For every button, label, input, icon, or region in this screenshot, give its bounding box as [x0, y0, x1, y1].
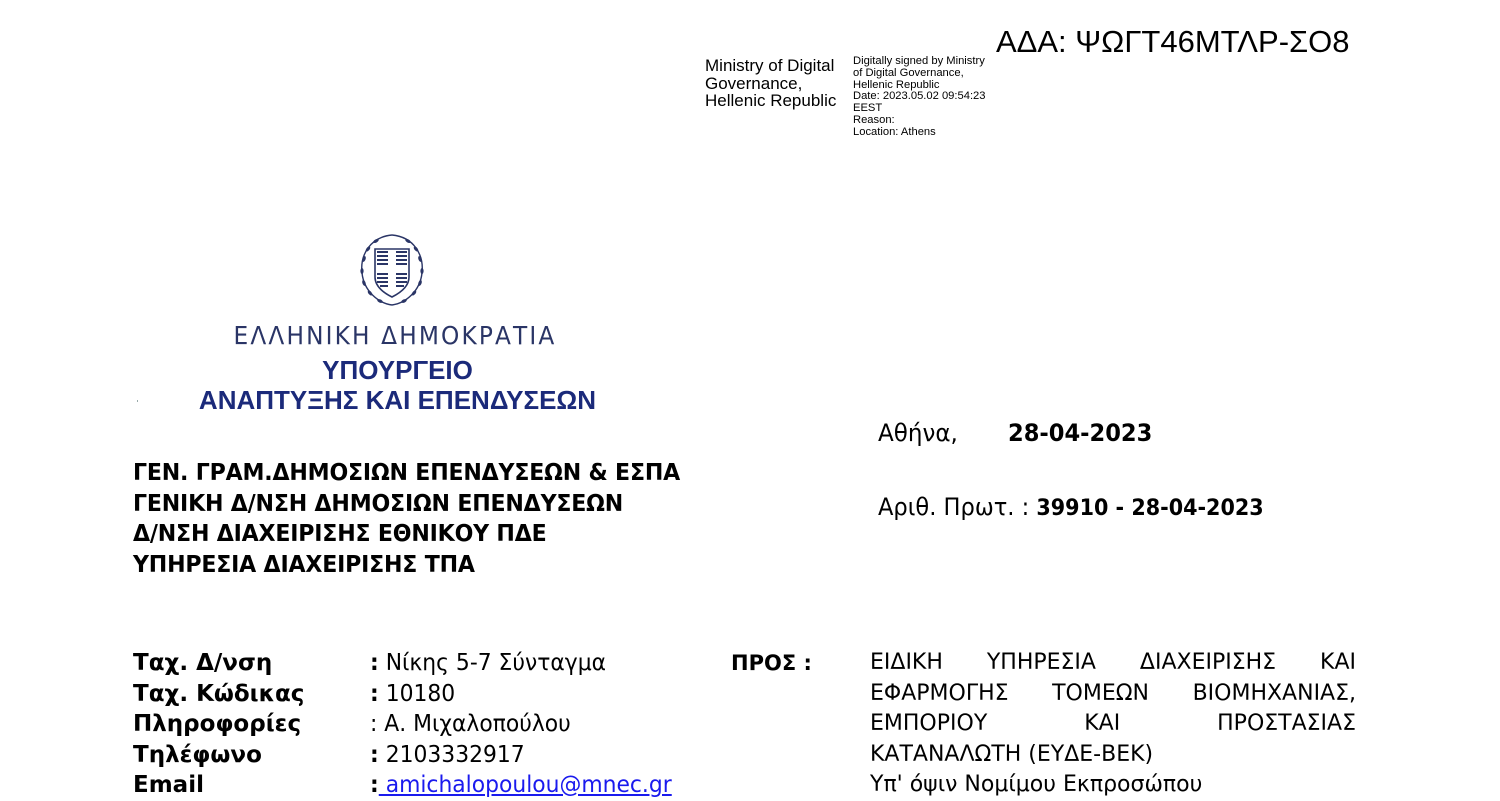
contact-value-wrap [370, 679, 455, 710]
recipient-word: ΠΡΟΣΤΑΣΙΑΣ [1217, 711, 1356, 736]
recipient-line [870, 679, 1356, 710]
signature-detail-line: Reason: [853, 113, 895, 126]
signature-detail-line: Digitally signed by Ministry [853, 55, 985, 67]
recipient-word: ΕΦΑΡΜΟΓΗΣ [870, 680, 1009, 706]
contact-value-wrap [370, 740, 525, 771]
recipient-word: ΚΑΙ [1084, 711, 1121, 736]
contact-label: Ταχ. Κώδικας [133, 680, 305, 707]
contact-label: Πληροφορίες [133, 711, 302, 737]
contact-label: Ταχ. Δ/νση [133, 650, 273, 676]
ministry-title-line-1: ΥΠΟΥΡΓΕΙΟ [322, 355, 473, 385]
contact-label: Email [133, 772, 204, 798]
colon: : [370, 680, 379, 707]
recipient-word: ΕΜΠΟΡΙΟΥ [870, 711, 988, 736]
contact-value-wrap [370, 709, 571, 740]
recipient-block [870, 648, 1356, 801]
document-date: 28-04-2023 [1008, 419, 1153, 447]
recipient-line [870, 648, 1356, 679]
signature-detail-line: EEST [853, 102, 883, 115]
contact-value-wrap [370, 770, 672, 801]
contact-value: 2103332917 [378, 741, 525, 768]
hellenic-coat-of-arms-icon [356, 231, 428, 309]
signature-detail-line: of Digital Governance, [853, 66, 964, 79]
recipient-word: ΕΙΔΙΚΗ [870, 650, 943, 675]
signature-detail-line: Date: 2023.05.02 09:54:23 [853, 90, 986, 103]
department-block [133, 458, 703, 580]
protocol-label: Αριθ. Πρωτ. : [878, 493, 1037, 521]
recipient-word: ΚΑΙ [1320, 650, 1356, 675]
recipient-word: ΚΑΤΑΝΑΛΩΤΗ (ΕΥΔΕ-ΒΕΚ) [870, 741, 1154, 767]
recipient-line [870, 770, 1356, 801]
signature-detail-line: Hellenic Republic [853, 78, 940, 91]
ada-code: ΑΔΑ: ΨΩΓΤ46ΜΤΛΡ-ΣΟ8 [996, 24, 1350, 59]
colon: : [370, 711, 378, 737]
signature-signer-line: Ministry of Digital [705, 56, 835, 75]
ministry-title-line-2: ΑΝΑΠΤΥΞΗΣ ΚΑΙ ΕΠΕΝΔΥΣΕΩΝ [198, 385, 597, 415]
signature-signer-line: Governance, [705, 73, 803, 93]
department-line: ΓΕΝ. ΓΡΑΜ.ΔΗΜΟΣΙΩΝ ΕΠΕΝΔΥΣΕΩΝ & ΕΣΠΑ [133, 460, 681, 486]
protocol-value: 39910 - 28-04-2023 [1036, 496, 1264, 521]
signature-signer [705, 57, 836, 110]
recipient-line [870, 740, 1356, 771]
stray-mark [137, 400, 138, 402]
colon: : [370, 772, 379, 798]
contact-label: Τηλέφωνο [133, 741, 262, 768]
department-line: Δ/ΝΣΗ ΔΙΑΧΕΙΡΙΣΗΣ ΕΘΝΙΚΟΥ ΠΔΕ [133, 521, 547, 547]
recipient-line [870, 709, 1356, 740]
signature-detail-line: Location: Athens [853, 125, 936, 138]
colon: : [370, 650, 379, 676]
contact-value: Α. Μιχαλοπούλου [377, 711, 571, 737]
email-link[interactable]: amichalopoulou@mnec.gr [378, 772, 672, 798]
recipient-attention: Υπ' όψιν Νομίμου Εκπροσώπου [870, 772, 1203, 797]
republic-title: ΕΛΛΗΝΙΚΗ ΔΗΜΟΚΡΑΤΙΑ [233, 321, 557, 350]
recipient-label: ΠΡΟΣ : [731, 651, 812, 675]
signature-signer-line: Hellenic Republic [705, 91, 837, 110]
department-line: ΓΕΝΙΚΗ Δ/ΝΣΗ ΔΗΜΟΣΙΩΝ ΕΠΕΝΔΥΣΕΩΝ [133, 490, 624, 517]
recipient-word: ΔΙΑΧΕΙΡΙΣΗΣ [1139, 650, 1277, 675]
contact-value: Νίκης 5-7 Σύνταγμα [378, 650, 607, 676]
signature-details [853, 56, 986, 139]
city-label: Αθήνα, [878, 419, 958, 447]
contact-value: 10180 [378, 680, 456, 707]
recipient-word: ΤΟΜΕΩΝ [1052, 680, 1149, 706]
recipient-word: ΒΙΟΜΗΧΑΝΙΑΣ, [1192, 680, 1356, 706]
recipient-word: ΥΠΗΡΕΣΙΑ [986, 650, 1096, 675]
contact-value-wrap [370, 648, 606, 679]
protocol-number [878, 491, 1264, 525]
department-line: ΥΠΗΡΕΣΙΑ ΔΙΑΧΕΙΡΙΣΗΣ ΤΠΑ [133, 551, 475, 578]
colon: : [370, 741, 379, 768]
